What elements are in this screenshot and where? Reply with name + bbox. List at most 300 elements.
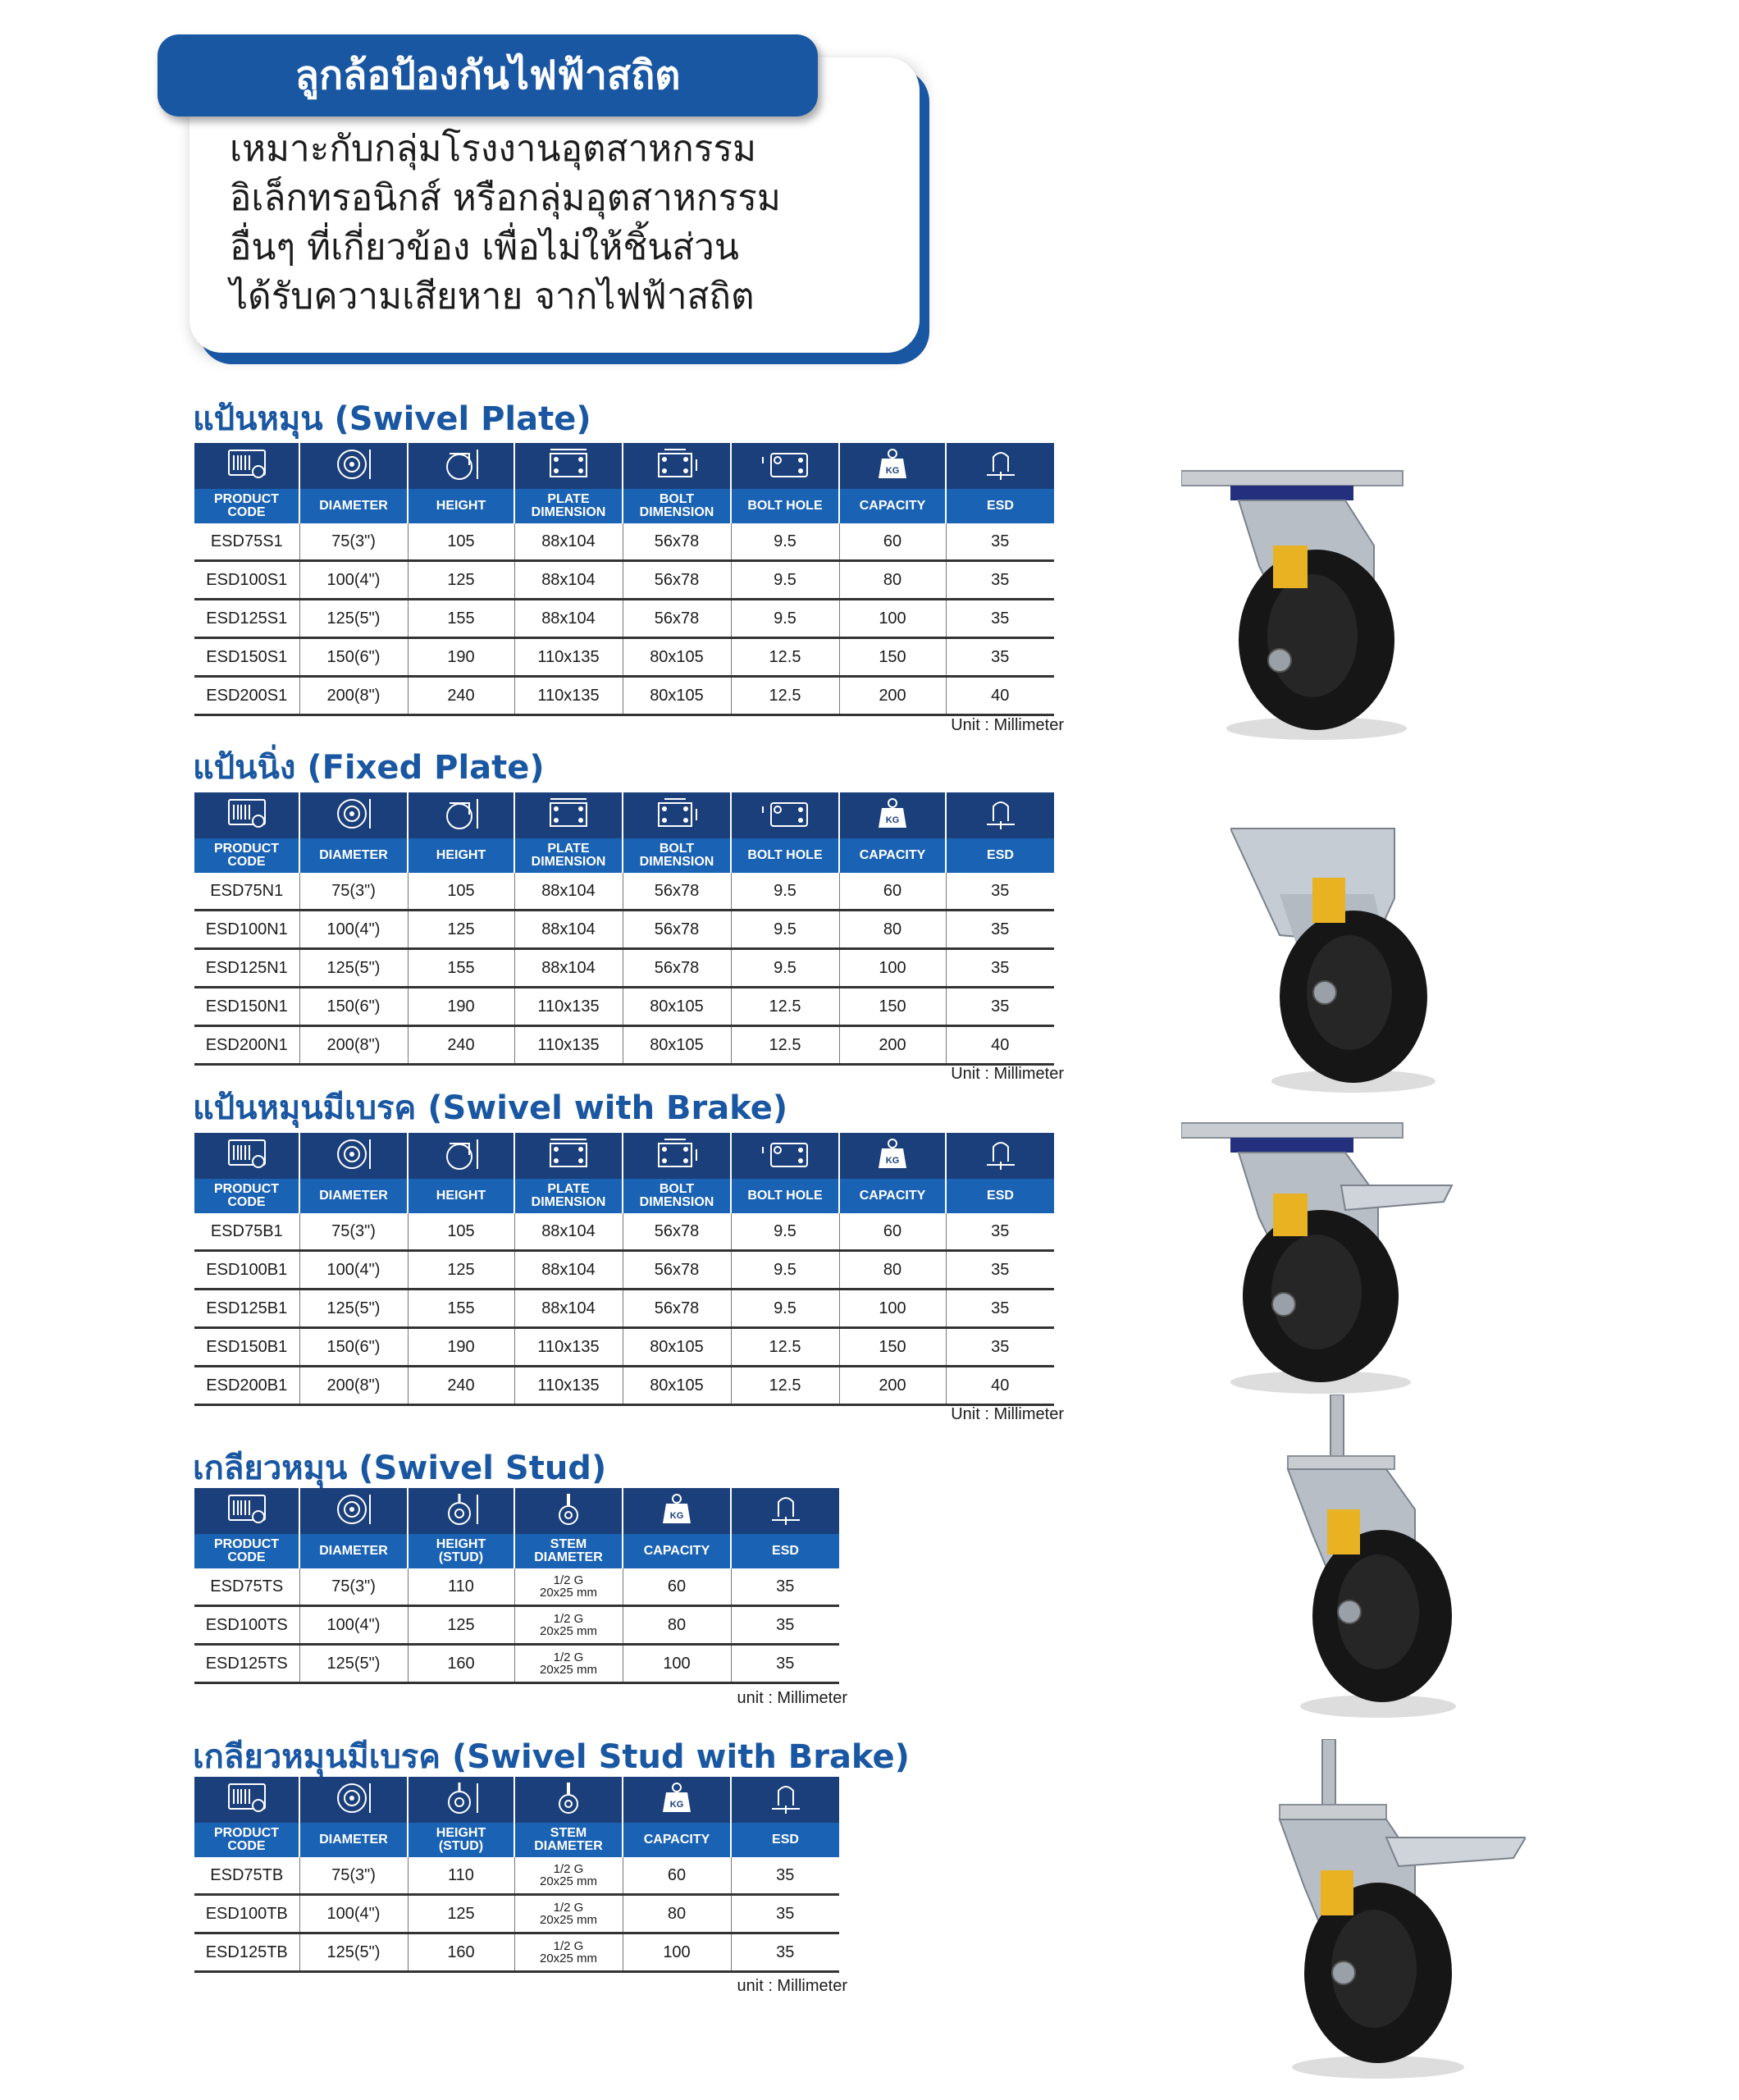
plate-dimension-icon [545, 447, 591, 486]
product-code-icon [227, 1494, 267, 1529]
column-header: PLATE DIMENSION [514, 489, 623, 523]
caster-swivel-plate-image [1181, 468, 1419, 746]
icon-cell [299, 443, 408, 489]
column-header: PRODUCT CODE [194, 1534, 299, 1568]
diameter-icon [334, 1137, 373, 1176]
icon-cell [194, 1133, 299, 1179]
table-cell: 100(4") [299, 1251, 408, 1290]
table-cell: 88x104 [514, 873, 623, 911]
icon-cell [194, 792, 299, 838]
table-cell: 200 [839, 1367, 946, 1405]
table-cell: 75(3") [299, 873, 408, 911]
table-row [194, 1933, 839, 1972]
table-cell: 88x104 [514, 911, 623, 949]
section-title: แป้นนิ่ง (Fixed Plate) [193, 749, 545, 787]
column-header: DIAMETER [299, 1179, 408, 1213]
table-cell: 35 [946, 949, 1054, 988]
table-cell: 35 [731, 1857, 839, 1895]
column-header: DIAMETER [299, 489, 408, 523]
table-row [194, 988, 1054, 1026]
table-cell: ESD200N1 [194, 1026, 299, 1065]
table-cell: 88x104 [514, 523, 623, 561]
table-cell: 200 [839, 1026, 946, 1065]
table-row [194, 1328, 1054, 1367]
table-cell: 125 [408, 1895, 514, 1933]
height-icon [441, 1137, 481, 1176]
caster-swivel-stud-image [1271, 1395, 1468, 1723]
table-cell: 80x105 [623, 1026, 731, 1065]
column-header: BOLT HOLE [731, 838, 839, 873]
table-cell: 160 [408, 1645, 514, 1683]
icon-cell [514, 1133, 623, 1179]
table-cell: 80 [839, 911, 946, 949]
table-cell: 1/2 G 20x25 mm [514, 1857, 623, 1895]
bolt-hole-icon [760, 1137, 810, 1176]
product-code-icon [227, 1139, 267, 1174]
column-header: STEM DIAMETER [514, 1534, 623, 1568]
spec-table [194, 792, 1054, 1066]
page-title: ลูกล้อป้องกันไฟฟ้าสถิต [294, 52, 681, 98]
table-cell: ESD150B1 [194, 1328, 299, 1367]
table-cell: ESD75S1 [194, 523, 299, 561]
table-cell: 110 [408, 1568, 514, 1606]
esd-icon [769, 1492, 803, 1531]
table-cell: 60 [623, 1568, 731, 1606]
column-header: DIAMETER [299, 1534, 408, 1568]
icon-cell [299, 1777, 408, 1823]
table-cell: 88x104 [514, 1290, 623, 1328]
table-cell: ESD200B1 [194, 1367, 299, 1405]
icon-row [194, 792, 1054, 838]
table-cell: 35 [731, 1645, 839, 1683]
table-cell: 150(6") [299, 988, 408, 1026]
column-header: ESD [946, 838, 1054, 873]
table-cell: 56x78 [623, 911, 731, 949]
header-row [194, 1179, 1054, 1213]
stem-diameter-icon [551, 1781, 586, 1819]
table-cell: ESD100N1 [194, 911, 299, 949]
stem-diameter-icon [551, 1492, 586, 1531]
table-row [194, 1251, 1054, 1290]
table-cell: 100(4") [299, 561, 408, 600]
table-cell: 155 [408, 600, 514, 638]
product-code-icon [227, 449, 267, 484]
icon-cell [946, 1133, 1054, 1179]
table-cell: 35 [946, 638, 1054, 677]
table-cell: 100 [839, 1290, 946, 1328]
table-cell: 150(6") [299, 1328, 408, 1367]
table-cell: 100 [623, 1933, 731, 1972]
table-cell: 88x104 [514, 600, 623, 638]
svg-text:KG: KG [669, 1510, 684, 1521]
capacity-icon [875, 797, 910, 835]
svg-text:KG: KG [885, 465, 900, 476]
svg-text:KG: KG [669, 1799, 684, 1810]
table-cell: 110x135 [514, 988, 623, 1026]
table-cell: 12.5 [731, 638, 839, 677]
capacity-icon [875, 1137, 910, 1176]
table-row [194, 1645, 839, 1683]
icon-cell [623, 443, 731, 489]
product-code-icon [227, 1783, 267, 1818]
table-cell: 80x105 [623, 677, 731, 715]
table-cell: 80 [623, 1895, 731, 1933]
table-cell: 150 [839, 638, 946, 677]
spec-table [194, 1133, 1054, 1406]
table-cell: 35 [946, 1328, 1054, 1367]
column-header: BOLT DIMENSION [623, 838, 731, 873]
table-cell: 155 [408, 949, 514, 988]
diameter-icon [334, 797, 373, 835]
section-title: แป้นหมุนมีเบรค (Swivel with Brake) [193, 1089, 788, 1127]
table-cell: 1/2 G 20x25 mm [514, 1606, 623, 1645]
column-header: PRODUCT CODE [194, 838, 299, 873]
table-cell: 240 [408, 1367, 514, 1405]
table-cell: 35 [946, 600, 1054, 638]
column-header: CAPACITY [839, 489, 946, 523]
caster-fixed-plate-image [1230, 820, 1444, 1099]
table-cell: 75(3") [299, 1568, 408, 1606]
icon-cell [946, 443, 1054, 489]
table-row [194, 677, 1054, 715]
table-cell: 100 [839, 949, 946, 988]
table-cell: 80 [623, 1606, 731, 1645]
table-cell: 56x78 [623, 1251, 731, 1290]
table-cell: 80x105 [623, 638, 731, 677]
table-cell: 12.5 [731, 1026, 839, 1065]
table-cell: ESD150S1 [194, 638, 299, 677]
table-cell: 9.5 [731, 600, 839, 638]
icon-cell [514, 1777, 623, 1823]
bolt-dimension-icon [654, 1137, 700, 1176]
icon-cell [946, 792, 1054, 838]
column-header: HEIGHT [408, 838, 514, 873]
icon-row [194, 1488, 839, 1534]
column-header: BOLT DIMENSION [623, 489, 731, 523]
table-cell: 125 [408, 1251, 514, 1290]
icon-cell [731, 443, 839, 489]
table-cell: 9.5 [731, 1290, 839, 1328]
description-line: อิเล็กทรอนิกส์ หรือกลุ่มอุตสาหกรรม [230, 177, 781, 219]
height-stud-icon [441, 1781, 481, 1819]
unit-note: unit : Millimeter [737, 1977, 847, 1995]
section-title: เกลียวหมุนมีเบรค (Swivel Stud with Brake) [193, 1738, 910, 1776]
section-title: แป้นหมุน (Swivel Plate) [193, 400, 591, 438]
icon-cell [731, 1777, 839, 1823]
table-row [194, 949, 1054, 988]
table-cell: 40 [946, 1026, 1054, 1065]
height-icon [441, 797, 481, 835]
column-header: ESD [946, 489, 1054, 523]
icon-cell [299, 1488, 408, 1534]
column-header: HEIGHT [408, 489, 514, 523]
icon-cell [731, 792, 839, 838]
table-cell: 110 [408, 1857, 514, 1895]
esd-icon [769, 1781, 803, 1819]
table-cell: 150 [839, 988, 946, 1026]
icon-cell [299, 1133, 408, 1179]
table-cell: 35 [731, 1933, 839, 1972]
table-cell: 88x104 [514, 1251, 623, 1290]
table-cell: 9.5 [731, 1213, 839, 1251]
icon-cell [623, 1133, 731, 1179]
table-cell: ESD75B1 [194, 1213, 299, 1251]
table-cell: 200(8") [299, 1026, 408, 1065]
table-cell: ESD125TS [194, 1645, 299, 1683]
table-cell: 9.5 [731, 523, 839, 561]
table-row [194, 1895, 839, 1933]
table-cell: 56x78 [623, 600, 731, 638]
column-header: ESD [946, 1179, 1054, 1213]
column-header: ESD [731, 1534, 839, 1568]
table-cell: 80 [839, 561, 946, 600]
table-cell: 100 [623, 1645, 731, 1683]
table-cell: 1/2 G 20x25 mm [514, 1568, 623, 1606]
column-header: CAPACITY [839, 1179, 946, 1213]
column-header: CAPACITY [623, 1823, 731, 1857]
header-row [194, 1534, 839, 1568]
unit-note: Unit : Millimeter [951, 1405, 1064, 1423]
table-row [194, 911, 1054, 949]
table-cell: 35 [946, 911, 1054, 949]
table-cell: 125(5") [299, 1290, 408, 1328]
table-cell: ESD100B1 [194, 1251, 299, 1290]
column-header: DIAMETER [299, 838, 408, 873]
table-cell: 125 [408, 911, 514, 949]
table-cell: 100(4") [299, 911, 408, 949]
bolt-dimension-icon [654, 797, 700, 835]
plate-dimension-icon [545, 797, 591, 835]
table-cell: 100(4") [299, 1606, 408, 1645]
icon-cell [194, 1488, 299, 1534]
table-cell: 240 [408, 677, 514, 715]
table-cell: 240 [408, 1026, 514, 1065]
column-header: BOLT HOLE [731, 1179, 839, 1213]
table-cell: 75(3") [299, 1213, 408, 1251]
table-cell: ESD100TB [194, 1895, 299, 1933]
svg-text:KG: KG [885, 815, 900, 825]
table-cell: 35 [946, 873, 1054, 911]
table-cell: 60 [839, 873, 946, 911]
table-cell: 12.5 [731, 677, 839, 715]
icon-cell [839, 1133, 946, 1179]
capacity-icon [660, 1492, 694, 1531]
table-cell: 100(4") [299, 1895, 408, 1933]
capacity-icon [660, 1781, 694, 1819]
table-cell: 110x135 [514, 1026, 623, 1065]
table-cell: 35 [946, 1251, 1054, 1290]
icon-row [194, 1777, 839, 1823]
table-cell: ESD75TB [194, 1857, 299, 1895]
column-header: PLATE DIMENSION [514, 1179, 623, 1213]
table-cell: 200(8") [299, 1367, 408, 1405]
diameter-icon [334, 1492, 373, 1531]
description-line: ได้รับความเสียหาย จากไฟฟ้าสถิต [230, 276, 755, 317]
table-cell: 190 [408, 1328, 514, 1367]
unit-note: unit : Millimeter [737, 1689, 847, 1707]
table-cell: 105 [408, 523, 514, 561]
table-cell: 35 [731, 1606, 839, 1645]
column-header: PRODUCT CODE [194, 489, 299, 523]
table-cell: 110x135 [514, 1367, 623, 1405]
table-cell: 35 [946, 1290, 1054, 1328]
table-cell: 125 [408, 1606, 514, 1645]
table-cell: 125(5") [299, 600, 408, 638]
table-cell: 88x104 [514, 949, 623, 988]
table-cell: 155 [408, 1290, 514, 1328]
table-cell: ESD75TS [194, 1568, 299, 1606]
table-cell: 40 [946, 1367, 1054, 1405]
icon-row [194, 1133, 1054, 1179]
table-cell: 200(8") [299, 677, 408, 715]
description-line: เหมาะกับกลุ่มโรงงานอุตสาหกรรม [230, 128, 757, 170]
table-cell: 160 [408, 1933, 514, 1972]
column-header: PRODUCT CODE [194, 1823, 299, 1857]
column-header: BOLT DIMENSION [623, 1179, 731, 1213]
table-cell: ESD75N1 [194, 873, 299, 911]
spec-table [194, 1488, 839, 1684]
spec-table [194, 1777, 839, 1973]
table-cell: 110x135 [514, 638, 623, 677]
esd-icon [984, 447, 1018, 486]
table-cell: 125 [408, 561, 514, 600]
column-header: BOLT HOLE [731, 489, 839, 523]
icon-cell [408, 443, 514, 489]
unit-note: Unit : Millimeter [951, 1065, 1064, 1083]
icon-cell [408, 1488, 514, 1534]
table-cell: 1/2 G 20x25 mm [514, 1895, 623, 1933]
icon-cell [299, 792, 408, 838]
table-row [194, 1213, 1054, 1251]
table-row [194, 1568, 839, 1606]
icon-cell [839, 792, 946, 838]
icon-cell [623, 1777, 731, 1823]
table-cell: 12.5 [731, 988, 839, 1026]
table-cell: 88x104 [514, 561, 623, 600]
table-cell: 88x104 [514, 1213, 623, 1251]
table-row [194, 1026, 1054, 1065]
table-cell: 35 [731, 1568, 839, 1606]
table-cell: 56x78 [623, 873, 731, 911]
table-cell: 56x78 [623, 1290, 731, 1328]
table-cell: 75(3") [299, 1857, 408, 1895]
header-row [194, 489, 1054, 523]
table-cell: 125(5") [299, 949, 408, 988]
column-header: DIAMETER [299, 1823, 408, 1857]
table-cell: 60 [623, 1857, 731, 1895]
table-cell: 1/2 G 20x25 mm [514, 1933, 623, 1972]
table-cell: 150(6") [299, 638, 408, 677]
icon-row [194, 443, 1054, 489]
table-cell: 56x78 [623, 523, 731, 561]
caster-swivel-stud-brake-image [1255, 1739, 1526, 2084]
bolt-dimension-icon [654, 447, 700, 486]
icon-cell [623, 1488, 731, 1534]
table-cell: 35 [946, 988, 1054, 1026]
table-cell: 9.5 [731, 1251, 839, 1290]
column-header: PRODUCT CODE [194, 1179, 299, 1213]
table-cell: 80 [839, 1251, 946, 1290]
icon-cell [514, 443, 623, 489]
caster-swivel-brake-image [1181, 1120, 1460, 1399]
column-header: HEIGHT (STUD) [408, 1534, 514, 1568]
column-header: PLATE DIMENSION [514, 838, 623, 873]
table-cell: 60 [839, 523, 946, 561]
column-header: HEIGHT (STUD) [408, 1823, 514, 1857]
column-header: STEM DIAMETER [514, 1823, 623, 1857]
icon-cell [731, 1488, 839, 1534]
table-cell: 9.5 [731, 911, 839, 949]
icon-cell [408, 792, 514, 838]
table-cell: 80x105 [623, 988, 731, 1026]
header-row [194, 838, 1054, 873]
table-cell: 12.5 [731, 1328, 839, 1367]
table-cell: 80x105 [623, 1328, 731, 1367]
height-stud-icon [441, 1492, 481, 1531]
table-cell: 100 [839, 600, 946, 638]
table-cell: 80x105 [623, 1367, 731, 1405]
table-row [194, 638, 1054, 677]
icon-cell [194, 443, 299, 489]
table-cell: ESD125N1 [194, 949, 299, 988]
table-cell: 110x135 [514, 677, 623, 715]
table-cell: 40 [946, 677, 1054, 715]
table-cell: 56x78 [623, 949, 731, 988]
table-cell: 9.5 [731, 561, 839, 600]
column-header: CAPACITY [839, 838, 946, 873]
icon-cell [839, 443, 946, 489]
table-row [194, 600, 1054, 638]
product-code-icon [227, 798, 267, 833]
table-cell: ESD100S1 [194, 561, 299, 600]
table-row [194, 1857, 839, 1895]
table-cell: 105 [408, 1213, 514, 1251]
header-title-box [157, 34, 818, 116]
icon-cell [514, 1488, 623, 1534]
table-cell: 125(5") [299, 1933, 408, 1972]
table-cell: 35 [731, 1895, 839, 1933]
table-cell: 150 [839, 1328, 946, 1367]
table-cell: 35 [946, 1213, 1054, 1251]
description-line: อื่นๆ ที่เกี่ยวข้อง เพื่อไม่ให้ชิ้นส่วน [230, 226, 739, 268]
icon-cell [731, 1133, 839, 1179]
icon-cell [623, 792, 731, 838]
table-cell: ESD125B1 [194, 1290, 299, 1328]
table-row [194, 1606, 839, 1645]
header-row [194, 1823, 839, 1857]
table-cell: ESD150N1 [194, 988, 299, 1026]
table-row [194, 1290, 1054, 1328]
section-title: เกลียวหมุน (Swivel Stud) [193, 1449, 607, 1487]
table-cell: 105 [408, 873, 514, 911]
icon-cell [408, 1777, 514, 1823]
table-cell: ESD100TS [194, 1606, 299, 1645]
table-cell: 1/2 G 20x25 mm [514, 1645, 623, 1683]
table-row [194, 1367, 1054, 1405]
bolt-hole-icon [760, 447, 810, 486]
table-cell: 9.5 [731, 949, 839, 988]
table-cell: 60 [839, 1213, 946, 1251]
table-cell: 125(5") [299, 1645, 408, 1683]
unit-note: Unit : Millimeter [951, 716, 1064, 734]
table-cell: 9.5 [731, 873, 839, 911]
column-header: HEIGHT [408, 1179, 514, 1213]
header-description [230, 125, 927, 322]
column-header: ESD [731, 1823, 839, 1857]
diameter-icon [334, 1781, 373, 1819]
icon-cell [408, 1133, 514, 1179]
esd-icon [984, 797, 1018, 835]
